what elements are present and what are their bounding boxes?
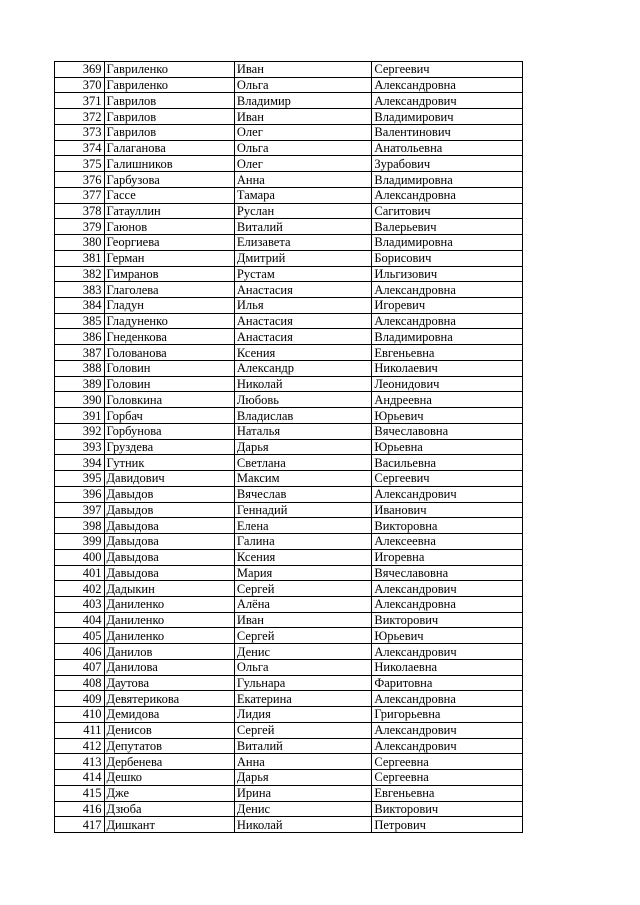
table-row (55, 203, 523, 219)
row-number: 415 (55, 785, 105, 801)
last-name-cell: Дешко (104, 770, 234, 786)
first-name-cell: Иван (234, 62, 371, 78)
last-name-cell: Денисов (104, 722, 234, 738)
table-row (55, 659, 523, 675)
table-row (55, 109, 523, 125)
patronymic-cell: Александрович (372, 486, 523, 502)
table-row (55, 770, 523, 786)
table-row (55, 785, 523, 801)
last-name-cell: Гассе (104, 187, 234, 203)
patronymic-cell: Александровна (372, 596, 523, 612)
patronymic-cell: Владимирович (372, 109, 523, 125)
table-row (55, 612, 523, 628)
patronymic-cell: Васильевна (372, 455, 523, 471)
patronymic-cell: Борисович (372, 250, 523, 266)
first-name-cell: Гульнара (234, 675, 371, 691)
last-name-cell: Давыдов (104, 502, 234, 518)
first-name-cell: Анна (234, 172, 371, 188)
last-name-cell: Головкина (104, 392, 234, 408)
patronymic-cell: Андреевна (372, 392, 523, 408)
last-name-cell: Давидович (104, 471, 234, 487)
patronymic-cell: Александрович (372, 581, 523, 597)
last-name-cell: Гавриленко (104, 62, 234, 78)
table-row (55, 392, 523, 408)
row-number: 385 (55, 313, 105, 329)
table-row (55, 77, 523, 93)
last-name-cell: Глаголева (104, 282, 234, 298)
patronymic-cell: Александровна (372, 77, 523, 93)
first-name-cell: Анастасия (234, 313, 371, 329)
last-name-cell: Герман (104, 250, 234, 266)
table-row (55, 219, 523, 235)
last-name-cell: Галаганова (104, 140, 234, 156)
last-name-cell: Горбач (104, 408, 234, 424)
first-name-cell: Екатерина (234, 691, 371, 707)
patronymic-cell: Фаритовна (372, 675, 523, 691)
last-name-cell: Демидова (104, 707, 234, 723)
table-row (55, 360, 523, 376)
first-name-cell: Елена (234, 518, 371, 534)
first-name-cell: Лидия (234, 707, 371, 723)
last-name-cell: Гладуненко (104, 313, 234, 329)
patronymic-cell: Александровна (372, 187, 523, 203)
row-number: 397 (55, 502, 105, 518)
patronymic-cell: Юрьевна (372, 439, 523, 455)
last-name-cell: Давыдова (104, 534, 234, 550)
row-number: 389 (55, 376, 105, 392)
last-name-cell: Головин (104, 376, 234, 392)
patronymic-cell: Викторович (372, 612, 523, 628)
patronymic-cell: Игоревна (372, 549, 523, 565)
last-name-cell: Дишкант (104, 817, 234, 833)
table-row (55, 518, 523, 534)
first-name-cell: Дарья (234, 439, 371, 455)
first-name-cell: Олег (234, 124, 371, 140)
patronymic-cell: Иванович (372, 502, 523, 518)
last-name-cell: Георгиева (104, 235, 234, 251)
last-name-cell: Давыдова (104, 565, 234, 581)
last-name-cell: Гутник (104, 455, 234, 471)
row-number: 377 (55, 187, 105, 203)
table-row (55, 801, 523, 817)
last-name-cell: Гарбузова (104, 172, 234, 188)
table-row (55, 376, 523, 392)
patronymic-cell: Петрович (372, 817, 523, 833)
table-row (55, 250, 523, 266)
first-name-cell: Галина (234, 534, 371, 550)
patronymic-cell: Александрович (372, 644, 523, 660)
first-name-cell: Ольга (234, 140, 371, 156)
row-number: 400 (55, 549, 105, 565)
patronymic-cell: Александрович (372, 722, 523, 738)
row-number: 371 (55, 93, 105, 109)
table-row (55, 266, 523, 282)
table-row (55, 534, 523, 550)
table-row (55, 644, 523, 660)
table-row (55, 140, 523, 156)
table-row (55, 408, 523, 424)
table-row (55, 298, 523, 314)
table-row (55, 187, 523, 203)
row-number: 407 (55, 659, 105, 675)
row-number: 380 (55, 235, 105, 251)
row-number: 416 (55, 801, 105, 817)
row-number: 411 (55, 722, 105, 738)
first-name-cell: Сергей (234, 581, 371, 597)
row-number: 370 (55, 77, 105, 93)
row-number: 414 (55, 770, 105, 786)
patronymic-cell: Александровна (372, 313, 523, 329)
row-number: 391 (55, 408, 105, 424)
row-number: 383 (55, 282, 105, 298)
patronymic-cell: Анатольевна (372, 140, 523, 156)
first-name-cell: Владимир (234, 93, 371, 109)
first-name-cell: Геннадий (234, 502, 371, 518)
first-name-cell: Ольга (234, 77, 371, 93)
patronymic-cell: Сергеевич (372, 62, 523, 78)
patronymic-cell: Валентинович (372, 124, 523, 140)
table-row (55, 313, 523, 329)
row-number: 393 (55, 439, 105, 455)
table-row (55, 282, 523, 298)
row-number: 387 (55, 345, 105, 361)
first-name-cell: Дмитрий (234, 250, 371, 266)
last-name-cell: Данилов (104, 644, 234, 660)
first-name-cell: Алёна (234, 596, 371, 612)
first-name-cell: Дарья (234, 770, 371, 786)
row-number: 417 (55, 817, 105, 833)
last-name-cell: Гаврилов (104, 93, 234, 109)
first-name-cell: Тамара (234, 187, 371, 203)
table-row (55, 423, 523, 439)
first-name-cell: Денис (234, 644, 371, 660)
table-row (55, 707, 523, 723)
patronymic-cell: Вячеславовна (372, 565, 523, 581)
first-name-cell: Николай (234, 376, 371, 392)
first-name-cell: Наталья (234, 423, 371, 439)
table-row (55, 62, 523, 78)
row-number: 390 (55, 392, 105, 408)
row-number: 392 (55, 423, 105, 439)
row-number: 408 (55, 675, 105, 691)
document-page (54, 61, 523, 833)
first-name-cell: Светлана (234, 455, 371, 471)
last-name-cell: Даутова (104, 675, 234, 691)
row-number: 402 (55, 581, 105, 597)
table-row (55, 722, 523, 738)
last-name-cell: Горбунова (104, 423, 234, 439)
first-name-cell: Максим (234, 471, 371, 487)
patronymic-cell: Владимировна (372, 329, 523, 345)
last-name-cell: Девятерикова (104, 691, 234, 707)
patronymic-cell: Ильгизович (372, 266, 523, 282)
first-name-cell: Ирина (234, 785, 371, 801)
row-number: 406 (55, 644, 105, 660)
patronymic-cell: Юрьевич (372, 628, 523, 644)
row-number: 401 (55, 565, 105, 581)
last-name-cell: Головин (104, 360, 234, 376)
patronymic-cell: Владимировна (372, 172, 523, 188)
row-number: 379 (55, 219, 105, 235)
table-row (55, 172, 523, 188)
first-name-cell: Ольга (234, 659, 371, 675)
row-number: 395 (55, 471, 105, 487)
table-row (55, 565, 523, 581)
table-row (55, 738, 523, 754)
row-number: 410 (55, 707, 105, 723)
table-row (55, 628, 523, 644)
last-name-cell: Дадыкин (104, 581, 234, 597)
row-number: 412 (55, 738, 105, 754)
first-name-cell: Сергей (234, 722, 371, 738)
row-number: 372 (55, 109, 105, 125)
table-row (55, 817, 523, 833)
first-name-cell: Александр (234, 360, 371, 376)
first-name-cell: Иван (234, 612, 371, 628)
first-name-cell: Елизавета (234, 235, 371, 251)
last-name-cell: Гнеденкова (104, 329, 234, 345)
row-number: 404 (55, 612, 105, 628)
patronymic-cell: Александрович (372, 93, 523, 109)
row-number: 394 (55, 455, 105, 471)
first-name-cell: Владислав (234, 408, 371, 424)
row-number: 413 (55, 754, 105, 770)
patronymic-cell: Александровна (372, 282, 523, 298)
last-name-cell: Даниленко (104, 612, 234, 628)
patronymic-cell: Викторовна (372, 518, 523, 534)
row-number: 378 (55, 203, 105, 219)
patronymic-cell: Сергеевич (372, 471, 523, 487)
table-row (55, 156, 523, 172)
row-number: 376 (55, 172, 105, 188)
patronymic-cell: Григорьевна (372, 707, 523, 723)
table-row (55, 549, 523, 565)
row-number: 384 (55, 298, 105, 314)
first-name-cell: Ксения (234, 549, 371, 565)
last-name-cell: Давыдова (104, 518, 234, 534)
row-number: 373 (55, 124, 105, 140)
last-name-cell: Данилова (104, 659, 234, 675)
last-name-cell: Гимранов (104, 266, 234, 282)
row-number: 403 (55, 596, 105, 612)
first-name-cell: Илья (234, 298, 371, 314)
row-number: 398 (55, 518, 105, 534)
table-row (55, 93, 523, 109)
first-name-cell: Олег (234, 156, 371, 172)
table-row (55, 675, 523, 691)
row-number: 369 (55, 62, 105, 78)
table-row (55, 345, 523, 361)
first-name-cell: Мария (234, 565, 371, 581)
first-name-cell: Ксения (234, 345, 371, 361)
first-name-cell: Анна (234, 754, 371, 770)
last-name-cell: Давыдова (104, 549, 234, 565)
patronymic-cell: Александровна (372, 691, 523, 707)
first-name-cell: Виталий (234, 738, 371, 754)
patronymic-cell: Николаевич (372, 360, 523, 376)
last-name-cell: Даниленко (104, 628, 234, 644)
table-body (55, 62, 523, 833)
first-name-cell: Иван (234, 109, 371, 125)
row-number: 405 (55, 628, 105, 644)
patronymic-cell: Николаевна (372, 659, 523, 675)
last-name-cell: Депутатов (104, 738, 234, 754)
patronymic-cell: Владимировна (372, 235, 523, 251)
row-number: 375 (55, 156, 105, 172)
first-name-cell: Любовь (234, 392, 371, 408)
last-name-cell: Даниленко (104, 596, 234, 612)
patronymic-cell: Вячеславовна (372, 423, 523, 439)
table-row (55, 124, 523, 140)
table-row (55, 455, 523, 471)
row-number: 396 (55, 486, 105, 502)
last-name-cell: Гатауллин (104, 203, 234, 219)
patronymic-cell: Алексеевна (372, 534, 523, 550)
row-number: 374 (55, 140, 105, 156)
patronymic-cell: Сергеевна (372, 754, 523, 770)
patronymic-cell: Леонидович (372, 376, 523, 392)
row-number: 382 (55, 266, 105, 282)
last-name-cell: Дже (104, 785, 234, 801)
patronymic-cell: Сагитович (372, 203, 523, 219)
last-name-cell: Голованова (104, 345, 234, 361)
table-row (55, 596, 523, 612)
last-name-cell: Давыдов (104, 486, 234, 502)
last-name-cell: Галишников (104, 156, 234, 172)
patronymic-cell: Юрьевич (372, 408, 523, 424)
table-row (55, 329, 523, 345)
patronymic-cell: Александрович (372, 738, 523, 754)
patronymic-cell: Евгеньевна (372, 785, 523, 801)
table-row (55, 581, 523, 597)
patronymic-cell: Валерьевич (372, 219, 523, 235)
first-name-cell: Денис (234, 801, 371, 817)
table-row (55, 439, 523, 455)
patronymic-cell: Евгеньевна (372, 345, 523, 361)
patronymic-cell: Игоревич (372, 298, 523, 314)
row-number: 386 (55, 329, 105, 345)
first-name-cell: Виталий (234, 219, 371, 235)
first-name-cell: Руслан (234, 203, 371, 219)
row-number: 399 (55, 534, 105, 550)
first-name-cell: Анастасия (234, 329, 371, 345)
patronymic-cell: Сергеевна (372, 770, 523, 786)
first-name-cell: Рустам (234, 266, 371, 282)
row-number: 388 (55, 360, 105, 376)
table-row (55, 691, 523, 707)
last-name-cell: Гаврилов (104, 109, 234, 125)
patronymic-cell: Викторович (372, 801, 523, 817)
first-name-cell: Вячеслав (234, 486, 371, 502)
table-row (55, 754, 523, 770)
last-name-cell: Дзюба (104, 801, 234, 817)
last-name-cell: Дербенева (104, 754, 234, 770)
table-row (55, 235, 523, 251)
last-name-cell: Гавриленко (104, 77, 234, 93)
last-name-cell: Гаврилов (104, 124, 234, 140)
last-name-cell: Гаюнов (104, 219, 234, 235)
first-name-cell: Сергей (234, 628, 371, 644)
first-name-cell: Николай (234, 817, 371, 833)
patronymic-cell: Зурабович (372, 156, 523, 172)
first-name-cell: Анастасия (234, 282, 371, 298)
table-row (55, 486, 523, 502)
last-name-cell: Груздева (104, 439, 234, 455)
name-list-table (54, 61, 523, 833)
table-row (55, 502, 523, 518)
row-number: 409 (55, 691, 105, 707)
table-row (55, 471, 523, 487)
row-number: 381 (55, 250, 105, 266)
last-name-cell: Гладун (104, 298, 234, 314)
